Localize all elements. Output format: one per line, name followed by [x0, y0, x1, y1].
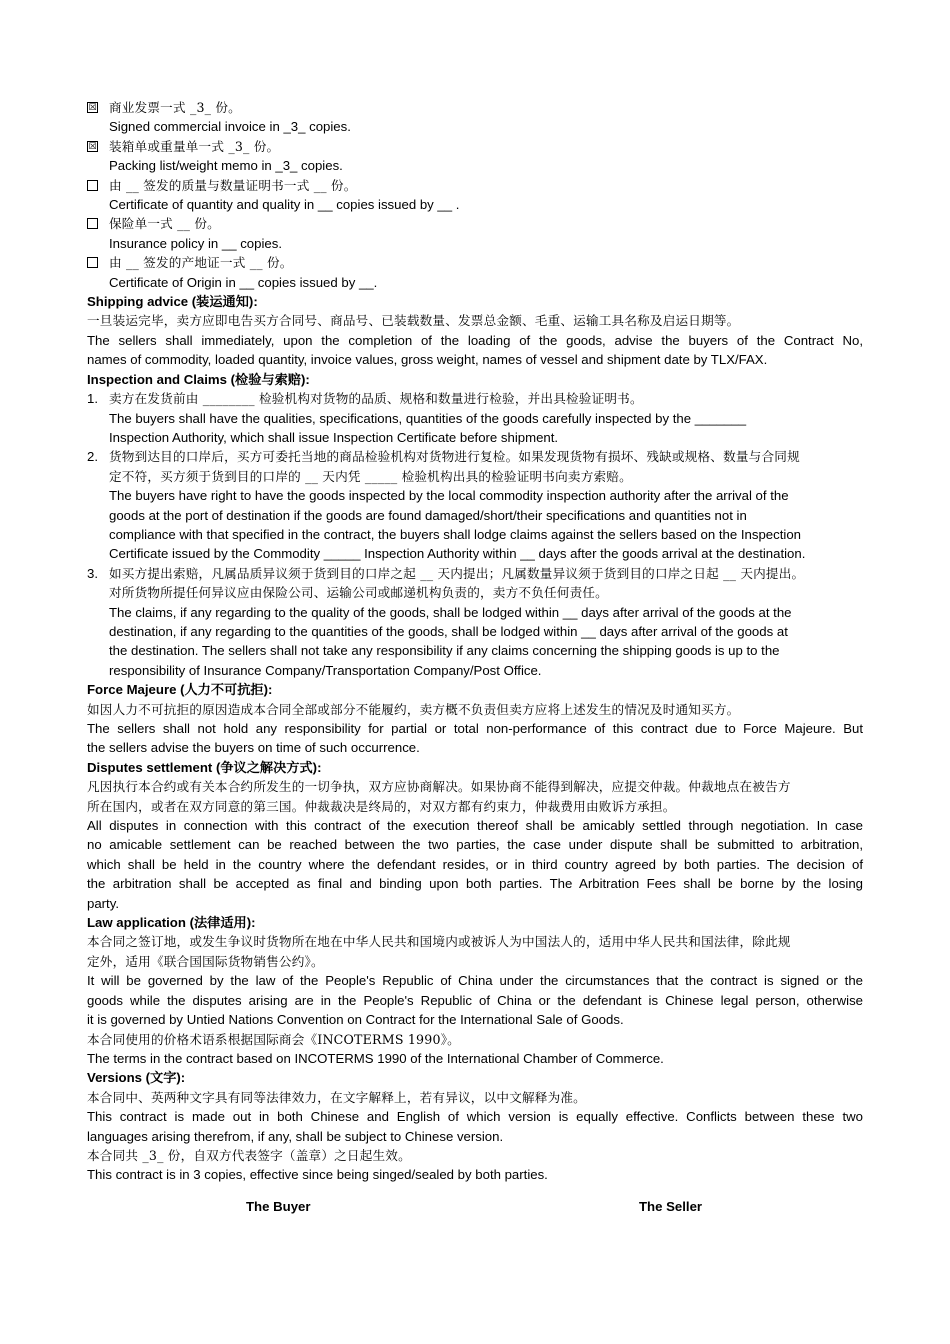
doc-quality-zh: 由 __ 签发的质量与数量证明书一式 __ 份。: [109, 177, 357, 193]
unchecked-box-icon[interactable]: [87, 180, 98, 191]
disputes-zh: 所在国内，或者在双方同意的第三国。仲裁裁决是终局的，对双方都有约束力，仲裁费用由败诉方承担。: [87, 798, 676, 814]
law-heading: Law application (法律适用):: [87, 915, 256, 931]
disputes-en-line: which shall be held in the country where the defendant resides, or in third country agreed by both parties. The decision of: [87, 856, 863, 872]
buyer-signature-label: The Buyer: [246, 1199, 311, 1214]
disputes-zh: 凡因执行本合约或有关本合约所发生的一切争执，双方应协商解决。如果协商不能得到解决，应提交仲裁。仲裁地点在被告方: [87, 779, 791, 795]
contract-page: [87, 98, 863, 1185]
inspection-heading: Inspection and Claims (检验与索赔):: [87, 371, 310, 387]
versions-zh: 本合同中、英两种文字具有同等法律效力，在文字解释上，若有异议，以中文解释为准。: [87, 1089, 586, 1105]
unchecked-box-icon[interactable]: [87, 257, 98, 268]
disputes-en-line: the arbitration shall be accepted as final and binding upon both parties. The Arbitration Fees shall be borne by the losing: [87, 876, 863, 892]
inspection-item-zh: 如买方提出索赔，凡属品质异议须于货到目的口岸之起 __ 天内提出；凡属数量异议须于货到目的口岸之日起 __ 天内提出。: [109, 565, 805, 581]
doc-invoice-en: Signed commercial invoice in _3_ copies.: [109, 119, 351, 135]
doc-insurance: [87, 214, 863, 253]
item-number: 1.: [87, 391, 98, 407]
versions-zh: 本合同共 _3_ 份，自双方代表签字（盖章）之日起生效。: [87, 1147, 411, 1163]
doc-packing-zh: 装箱单或重量单一式 _3_ 份。: [109, 138, 280, 154]
doc-insurance-zh: 保险单一式 __ 份。: [109, 216, 220, 232]
item-number: 3.: [87, 565, 98, 581]
inspection-item-3: [87, 564, 863, 680]
doc-packing: [87, 137, 863, 176]
inspection-item-en: the destination. The sellers shall not take any responsibility if any claims concerning the shipping goods is up to the: [109, 643, 780, 659]
law-en-line: The terms in the contract based on INCOTERMS 1990 of the International Chamber of Commerce.: [87, 1050, 664, 1066]
shipping-en-line: The sellers shall immediately, upon the completion of the loading of the goods, advise the buyers of the Contract No,: [87, 332, 863, 348]
force-zh: 如因人力不可抗拒的原因造成本合同全部或部分不能履约，卖方概不负责但卖方应将上述发生的情况及时通知买方。: [87, 701, 740, 717]
law-en-line: goods while the disputes arising are in the People's Republic of China or the defendant is Chinese legal person, otherwise: [87, 992, 863, 1008]
doc-invoice-zh: 商业发票一式 _3_ 份。: [109, 100, 241, 115]
doc-origin-zh: 由 __ 签发的产地证一式 __ 份。: [109, 255, 293, 271]
shipping-zh: 一旦装运完毕，卖方应即电告买方合同号、商品号、已装载数量、发票总金额、毛重、运输工具名称及启运日期等。: [87, 313, 740, 329]
inspection-item-en: Inspection Authority, which shall issue Inspection Certificate before shipment.: [109, 429, 559, 445]
inspection-item-1: [87, 389, 863, 447]
checked-box-icon[interactable]: ☒: [88, 140, 97, 151]
doc-origin: [87, 253, 863, 292]
inspection-item-en: The buyers have right to have the goods inspected by the local commodity inspection authority after the arrival of the: [109, 488, 789, 504]
doc-quality-en: Certificate of quantity and quality in __ copies issued by __ .: [109, 197, 460, 213]
disputes-en-line: All disputes in connection with this contract of the execution thereof shall be amicably settled through negotiation. In case: [87, 818, 863, 834]
law-zh: 本合同之签订地，或发生争议时货物所在地在中华人民共和国境内或被诉人为中国法人的，适用中华人民共和国法律，除此规: [87, 934, 791, 950]
shipping-en-line: names of commodity, loaded quantity, invoice values, gross weight, names of vessel and shipment date by TLX/FAX.: [87, 352, 768, 368]
doc-insurance-en: Insurance policy in __ copies.: [109, 235, 283, 251]
doc-invoice: [87, 98, 863, 137]
doc-origin-en: Certificate of Origin in __ copies issued by __.: [109, 274, 378, 290]
item-number: 2.: [87, 449, 98, 465]
force-en-line: the sellers advise the buyers on time of such occurrence.: [87, 740, 420, 756]
law-en-line: it is governed by Untied Nations Convention on Contract for the International Sale of Goods.: [87, 1012, 624, 1028]
inspection-item-en: responsibility of Insurance Company/Transportation Company/Post Office.: [109, 662, 542, 678]
inspection-item-en: goods at the port of destination if the goods are found damaged/short/their specifications and quantities not in: [109, 507, 747, 523]
versions-en-line: This contract is made out in both Chinese and English of which version is equally effective. Conflicts between these two: [87, 1109, 863, 1125]
versions-heading: Versions (文字):: [87, 1070, 186, 1086]
disputes-en-line: party.: [87, 895, 120, 911]
disputes-en-line: no amicable settlement can be reached between the two parties, the case under dispute shall be submitted to arbitration,: [87, 837, 863, 853]
checked-box-icon[interactable]: ☒: [88, 102, 97, 112]
force-heading: Force Majeure (人力不可抗拒):: [87, 682, 273, 698]
law-en-line: It will be governed by the law of the People's Republic of China under the circumstances that the contract is signed or the: [87, 973, 863, 989]
doc-packing-en: Packing list/weight memo in _3_ copies.: [109, 158, 343, 174]
law-zh: 定外，适用《联合国国际货物销售公约》。: [87, 953, 324, 969]
inspection-item-zh: 定不符，买方须于货到目的口岸的 __ 天内凭 _____ 检验机构出具的检验证明书向卖方索赔。: [109, 468, 632, 484]
seller-signature-label: The Seller: [639, 1199, 703, 1214]
inspection-item-zh: 对所货物所提任何异议应由保险公司、运输公司或邮递机构负责的，卖方不负任何责任。: [109, 585, 608, 601]
unchecked-box-icon[interactable]: [87, 218, 98, 229]
doc-quality: [87, 176, 863, 215]
inspection-item-en: destination, if any regarding to the quantities of the goods, shall be lodged within __ days after arrival of the goods at: [109, 623, 788, 639]
disputes-heading: Disputes settlement (争议之解决方式):: [87, 759, 322, 775]
versions-en-line: This contract is in 3 copies, effective since being singed/sealed by both parties.: [87, 1167, 548, 1183]
inspection-item-en: The buyers shall have the qualities, specifications, quantities of the goods carefully inspected by the _______: [109, 410, 747, 426]
force-en-line: The sellers shall not hold any responsibility for partial or total non-performance of this contract due to Force Majeure. But: [87, 721, 863, 736]
inspection-item-zh: 卖方在发货前由 ________ 检验机构对货物的品质、规格和数量进行检验，并出具检验证明书。: [109, 391, 643, 407]
inspection-item-2: [87, 447, 863, 563]
law-zh: 本合同使用的价格术语系根据国际商会《INCOTERMS 1990》。: [87, 1031, 460, 1047]
inspection-item-en: The claims, if any regarding to the quality of the goods, shall be lodged within __ days after arrival of the goods at the: [109, 604, 792, 620]
inspection-item-en: compliance with that specified in the contract, the buyers shall lodge claims against the sellers based on the Inspection: [109, 526, 802, 542]
versions-en-line: languages arising therefrom, if any, shall be subject to Chinese version.: [87, 1128, 504, 1144]
shipping-heading: Shipping advice (装运通知):: [87, 294, 258, 310]
inspection-item-en: Certificate issued by the Commodity _____ Inspection Authority within __ days after the goods arrival at the destination.: [109, 546, 806, 562]
inspection-item-zh: 货物到达目的口岸后，买方可委托当地的商品检验机构对货物进行复检。如果发现货物有损坏、残缺或规格、数量与合同规: [109, 449, 800, 465]
